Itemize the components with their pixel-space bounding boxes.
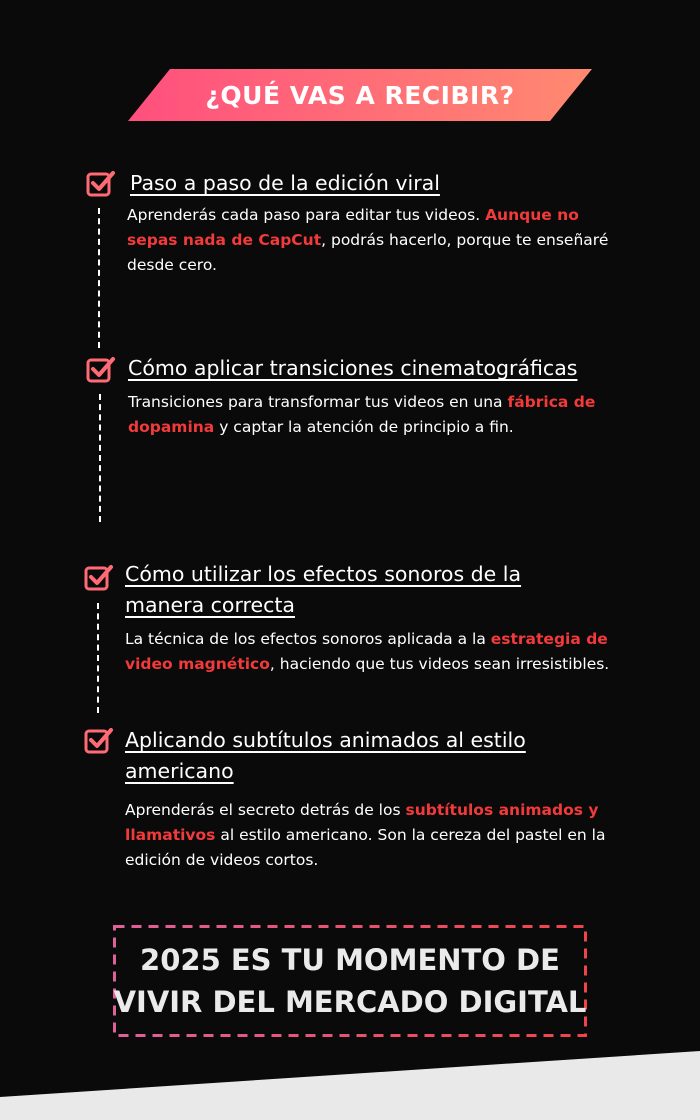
desc-text: La técnica de los efectos sonoros aplicada a la xyxy=(125,630,491,648)
dashed-connector xyxy=(97,603,99,713)
item-title-3: Cómo utilizar los efectos sonoros de la manera correcta xyxy=(125,562,522,617)
highlight-text: fábrica de dopamina xyxy=(128,393,596,436)
highlight-text: Aunque no sepas nada de CapCut xyxy=(127,206,579,249)
cta-box xyxy=(113,925,587,1037)
checkbox-icon xyxy=(86,169,116,199)
highlight-text: subtítulos animados y llamativos xyxy=(125,801,599,844)
dashed-connector xyxy=(99,394,101,522)
checkbox-icon xyxy=(84,563,114,593)
item-desc-1 xyxy=(127,203,622,278)
desc-text: , haciendo que tus videos sean irresistibles. xyxy=(269,655,610,673)
highlight-text: estrategia de video magnético xyxy=(125,630,608,673)
desc-text: , podrás hacerlo, porque te enseñaré desde cero. xyxy=(127,231,609,274)
desc-text: Aprenderás cada paso para editar tus videos. xyxy=(127,206,486,224)
desc-text: Aprenderás el secreto detrás de los xyxy=(125,801,406,819)
desc-text: Transiciones para transformar tus videos en una xyxy=(128,393,508,411)
item-desc-4 xyxy=(125,798,630,873)
desc-text: y captar la atención de principio a fin. xyxy=(214,418,514,436)
item-title-4: Aplicando subtítulos animados al estilo americano xyxy=(125,728,526,783)
dashed-connector xyxy=(98,208,100,348)
item-title-1: Paso a paso de la edición viral xyxy=(130,171,440,195)
header-title: ¿QUÉ VAS A RECIBIR? xyxy=(205,80,515,110)
desc-text: al estilo americano. Son la cereza del pastel en la edición de videos cortos. xyxy=(125,826,606,869)
item-desc-2 xyxy=(128,390,638,440)
header-banner xyxy=(128,69,592,121)
checkbox-icon xyxy=(84,726,114,756)
cta-line-1: 2025 ES TU MOMENTO DE xyxy=(140,943,560,977)
item-desc-3 xyxy=(125,627,625,677)
cta-line-2: VIVIR DEL MERCADO DIGITAL xyxy=(113,985,587,1019)
checkbox-icon xyxy=(86,355,116,385)
cta-text xyxy=(113,925,587,1037)
item-title-2: Cómo aplicar transiciones cinematográficas xyxy=(128,356,578,380)
